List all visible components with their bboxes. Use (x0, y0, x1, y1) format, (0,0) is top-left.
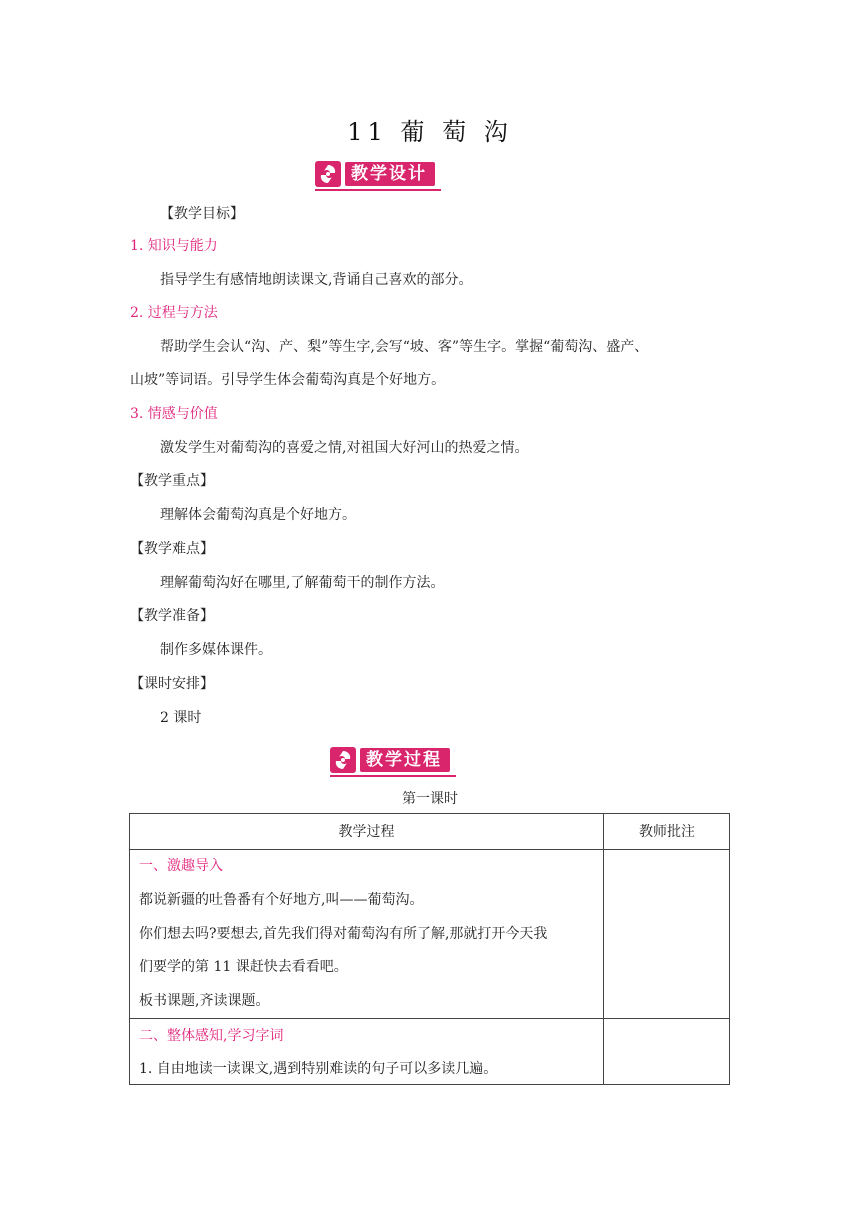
goal-3-title: 3. 情感与价值 (130, 406, 218, 422)
schedule-heading: 【课时安排】 (130, 676, 214, 692)
table-header-notes: 教师批注 (639, 824, 695, 840)
section-1-line-2: 你们想去吗?要想去,首先我们得对葡萄沟有所了解,那就打开今天我 (139, 926, 548, 942)
teaching-design-banner (315, 161, 435, 187)
preparation-heading: 【教学准备】 (130, 608, 214, 624)
banner-underline (330, 775, 456, 777)
page-title: 11 葡 萄 沟 (347, 118, 513, 146)
schedule-text: 2 课时 (160, 710, 202, 726)
lesson-label: 第一课时 (402, 791, 458, 807)
goal-1-title: 1. 知识与能力 (130, 238, 218, 254)
preparation-text: 制作多媒体课件。 (160, 642, 272, 658)
section-2-line-1: 1. 自由地读一读课文,遇到特别难读的句子可以多读几遍。 (139, 1061, 498, 1077)
table-header-process: 教学过程 (338, 824, 395, 840)
teaching-process-label: 教学过程 (360, 748, 450, 772)
section-1-line-3: 们要学的第 11 课赶快去看看吧。 (139, 959, 348, 975)
table-column-divider (603, 814, 604, 1084)
table-row-divider (130, 1018, 729, 1019)
section-logo-icon (330, 747, 356, 773)
goals-heading: 【教学目标】 (160, 206, 244, 222)
goal-3-text: 激发学生对葡萄沟的喜爱之情,对祖国大好河山的热爱之情。 (160, 440, 529, 456)
goal-2-text-line-1: 帮助学生会认“沟、产、梨”等生字,会写“坡、客”等生字。掌握“葡萄沟、盛产、 (160, 339, 649, 355)
difficulties-text: 理解葡萄沟好在哪里,了解葡萄干的制作方法。 (160, 575, 445, 591)
key-points-heading: 【教学重点】 (130, 473, 214, 489)
section-1-line-1: 都说新疆的吐鲁番有个好地方,叫——葡萄沟。 (139, 892, 424, 908)
teaching-design-label: 教学设计 (345, 162, 435, 186)
goal-2-text-line-2: 山坡”等词语。引导学生体会葡萄沟真是个好地方。 (130, 372, 446, 388)
lesson-table (129, 813, 730, 1085)
teaching-process-banner (330, 747, 450, 773)
goal-2-title: 2. 过程与方法 (130, 305, 218, 321)
difficulties-heading: 【教学难点】 (130, 541, 214, 557)
section-1-line-4: 板书课题,齐读课题。 (139, 993, 270, 1009)
section-1-title: 一、激趣导入 (139, 858, 223, 874)
section-2-title: 二、整体感知,学习字词 (139, 1028, 284, 1044)
section-logo-icon (315, 161, 341, 187)
banner-underline (315, 189, 441, 191)
goal-1-text: 指导学生有感情地朗读课文,背诵自己喜欢的部分。 (160, 272, 473, 288)
table-header-divider (130, 849, 729, 850)
key-points-text: 理解体会葡萄沟真是个好地方。 (160, 507, 356, 523)
